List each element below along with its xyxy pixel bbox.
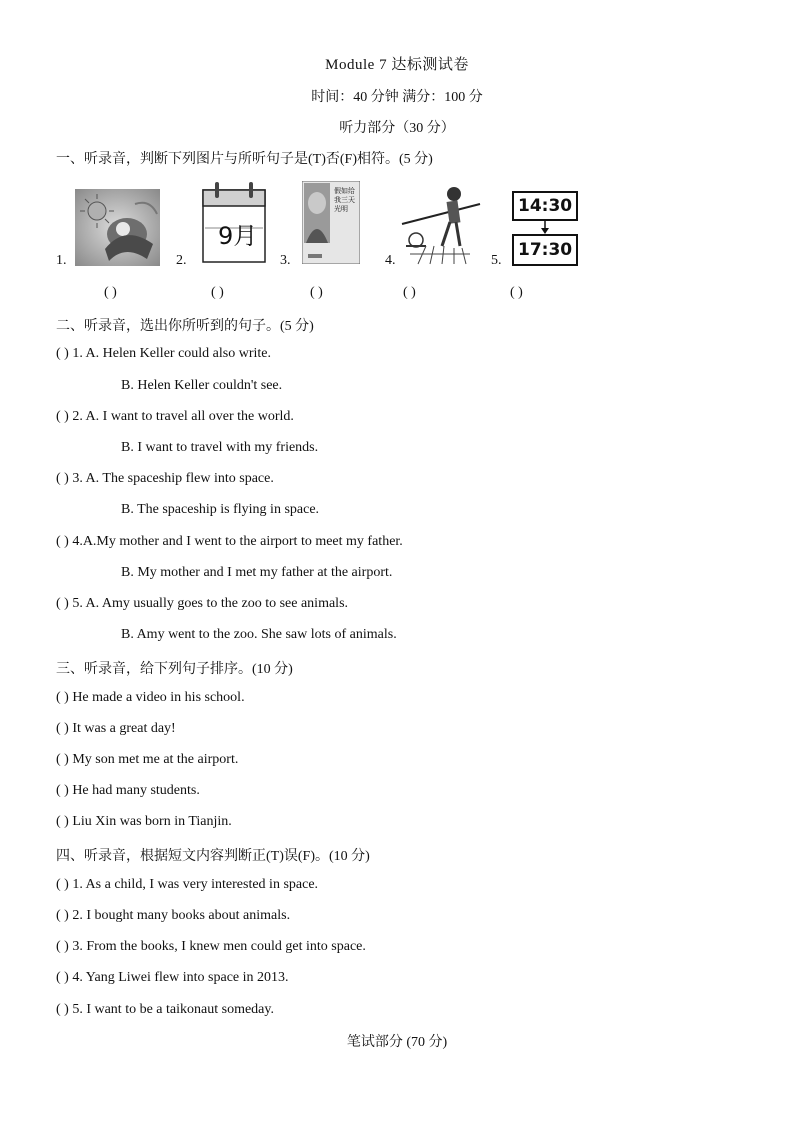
answer-blank[interactable]: ( ) bbox=[510, 285, 523, 300]
question-option-b: B. I want to travel with my friends. bbox=[121, 440, 319, 455]
reading-girl-image bbox=[75, 189, 160, 266]
section-3-heading: 三、听录音，给下列句子排序。(10 分) bbox=[56, 662, 293, 677]
answer-blank[interactable]: ( ) bbox=[403, 285, 416, 300]
item-number: 3. bbox=[280, 253, 291, 268]
question-option-b: B. Helen Keller couldn't see. bbox=[121, 378, 283, 393]
written-part-title: 笔试部分 (70 分) bbox=[346, 1035, 448, 1050]
calendar-september-image bbox=[199, 180, 269, 264]
clock-times-image bbox=[512, 191, 578, 266]
item-number: 5. bbox=[491, 253, 502, 268]
calendar-label: 9月 bbox=[218, 222, 258, 250]
book-cover-image bbox=[302, 181, 360, 264]
book-title: 假如给我三天光明 bbox=[334, 187, 355, 213]
true-false-item: ( ) 4. Yang Liwei flew into space in 2013. bbox=[56, 970, 289, 985]
true-false-item: ( ) 3. From the books, I knew men could get into space. bbox=[56, 939, 366, 954]
ordering-item: ( ) Liu Xin was born in Tianjin. bbox=[56, 814, 232, 829]
item-number: 1. bbox=[56, 253, 67, 268]
answer-blank[interactable]: ( ) bbox=[104, 285, 117, 300]
section-1-heading: 一、听录音，判断下列图片与所听句子是(T)否(F)相符。(5 分) bbox=[56, 152, 433, 167]
true-false-item: ( ) 1. As a child, I was very interested in space. bbox=[56, 877, 319, 892]
question-option-b: B. Amy went to the zoo. She saw lots of animals. bbox=[121, 627, 397, 642]
question-option-a: ( ) 3. A. The spaceship flew into space. bbox=[56, 471, 274, 486]
ordering-item: ( ) My son met me at the airport. bbox=[56, 752, 239, 767]
question-option-a: ( ) 5. A. Amy usually goes to the zoo to see animals. bbox=[56, 596, 349, 611]
question-option-a: ( ) 4.A.My mother and I went to the airport to meet my father. bbox=[56, 534, 403, 549]
ordering-item: ( ) He made a video in his school. bbox=[56, 690, 245, 705]
listening-part-title: 听力部分（30 分） bbox=[339, 121, 455, 136]
answer-blank[interactable]: ( ) bbox=[211, 285, 224, 300]
ordering-item: ( ) He had many students. bbox=[56, 783, 200, 798]
section-2-heading: 二、听录音，选出你所听到的句子。(5 分) bbox=[56, 319, 314, 334]
true-false-item: ( ) 2. I bought many books about animals. bbox=[56, 908, 291, 923]
question-option-a: ( ) 2. A. I want to travel all over the world. bbox=[56, 409, 294, 424]
question-option-b: B. My mother and I met my father at the airport. bbox=[121, 565, 393, 580]
time-start: 14:30 bbox=[518, 196, 573, 216]
item-number: 4. bbox=[385, 253, 396, 268]
exam-meta: 时间：40 分钟 满分：100 分 bbox=[311, 90, 483, 105]
item-number: 2. bbox=[176, 253, 187, 268]
ordering-item: ( ) It was a great day! bbox=[56, 721, 176, 736]
question-option-b: B. The spaceship is flying in space. bbox=[121, 502, 320, 517]
question-option-a: ( ) 1. A. Helen Keller could also write. bbox=[56, 346, 271, 361]
true-false-item: ( ) 5. I want to be a taikonaut someday. bbox=[56, 1002, 274, 1017]
answer-blank[interactable]: ( ) bbox=[310, 285, 323, 300]
time-end: 17:30 bbox=[518, 240, 573, 260]
page-title: Module 7 达标测试卷 bbox=[325, 57, 469, 73]
section-4-heading: 四、听录音，根据短文内容判断正(T)误(F)。(10 分) bbox=[56, 849, 370, 864]
tightrope-walker-image bbox=[400, 184, 482, 266]
